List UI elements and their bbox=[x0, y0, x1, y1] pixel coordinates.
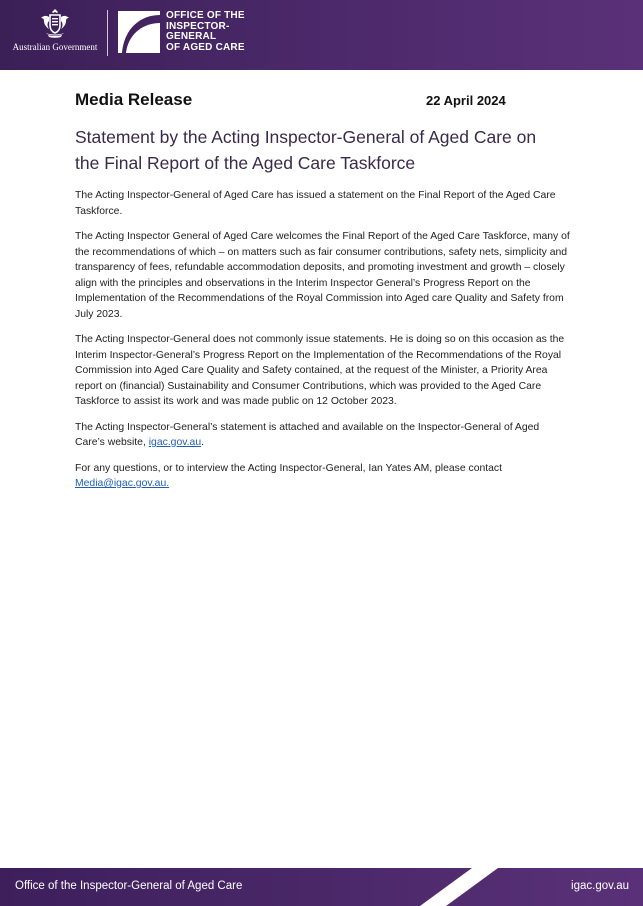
footer-org-name: Office of the Inspector-General of Aged Care bbox=[15, 880, 243, 892]
media-release-body bbox=[75, 90, 570, 492]
igac-line: INSPECTOR- bbox=[166, 20, 230, 32]
page-title: Statement by the Acting Inspector-General of Aged Care on the Final Report of the Aged Care Taskforce bbox=[75, 127, 537, 173]
igac-line: GENERAL bbox=[166, 31, 217, 42]
release-date: 22 April 2024 bbox=[426, 93, 506, 108]
paragraph-intro: The Acting Inspector-General of Aged Care has issued a statement on the Final Report of the Aged Care Taskforce. bbox=[75, 190, 556, 217]
igac-wordmark bbox=[166, 11, 245, 53]
paragraph-welcome: The Acting Inspector General of Aged Care welcomes the Final Report of the Aged Care Taskforce, many of the recommendations of which – on matters such as fair consumer contributions, safety nets, simplicity and transparency of fees, refundable accommodation deposits, and promoting investment and growth – closely align with the principles and observations in the Interim Inspector General’s Progress Report on the Implementation of the Recommendations of the Royal Commission into Aged care Quality and Safety from July 2023. bbox=[75, 231, 570, 320]
australian-government-logo bbox=[10, 8, 100, 64]
paragraph-context: The Acting Inspector-General does not commonly issue statements. He is doing so on this occasion as the Interim Inspector-General’s Progress Report on the Implementation of the Recommendations of the Royal Commission into Aged Care Quality and Safety contained, at the request of the Minister, a Priority Area report on (financial) Sustainability and Consumer Contributions, which was provided to the Aged Care Taskforce to assist its work and was made public on 12 October 2023. bbox=[75, 334, 565, 407]
website-link[interactable]: igac.gov.au bbox=[148, 437, 202, 448]
release-header-row bbox=[75, 90, 570, 112]
statement-text: The Acting Inspector-General’s statement is attached and available on the Inspector-General of Aged Care’s website, bbox=[75, 421, 540, 448]
footer-website[interactable]: igac.gov.au bbox=[571, 880, 629, 892]
statement-end: . bbox=[201, 437, 204, 448]
media-email-link[interactable]: Media@igac.gov.au. bbox=[75, 478, 170, 489]
contact-text: For any questions, or to interview the Acting Inspector-General, Ian Yates AM, please contact bbox=[75, 462, 503, 474]
igac-line: OFFICE OF THE bbox=[166, 10, 245, 21]
paragraph-statement bbox=[75, 420, 570, 451]
paragraph-contact bbox=[75, 461, 570, 492]
page-header bbox=[0, 0, 643, 70]
header-divider bbox=[107, 10, 108, 56]
government-label: Australian Government bbox=[12, 42, 98, 52]
igac-arc-icon bbox=[118, 11, 160, 53]
release-label: Media Release bbox=[75, 90, 193, 109]
igac-line: OF AGED CARE bbox=[166, 41, 245, 53]
footer-stripe-decoration bbox=[420, 868, 500, 906]
coat-of-arms-icon bbox=[38, 8, 72, 40]
page-footer bbox=[0, 868, 643, 906]
